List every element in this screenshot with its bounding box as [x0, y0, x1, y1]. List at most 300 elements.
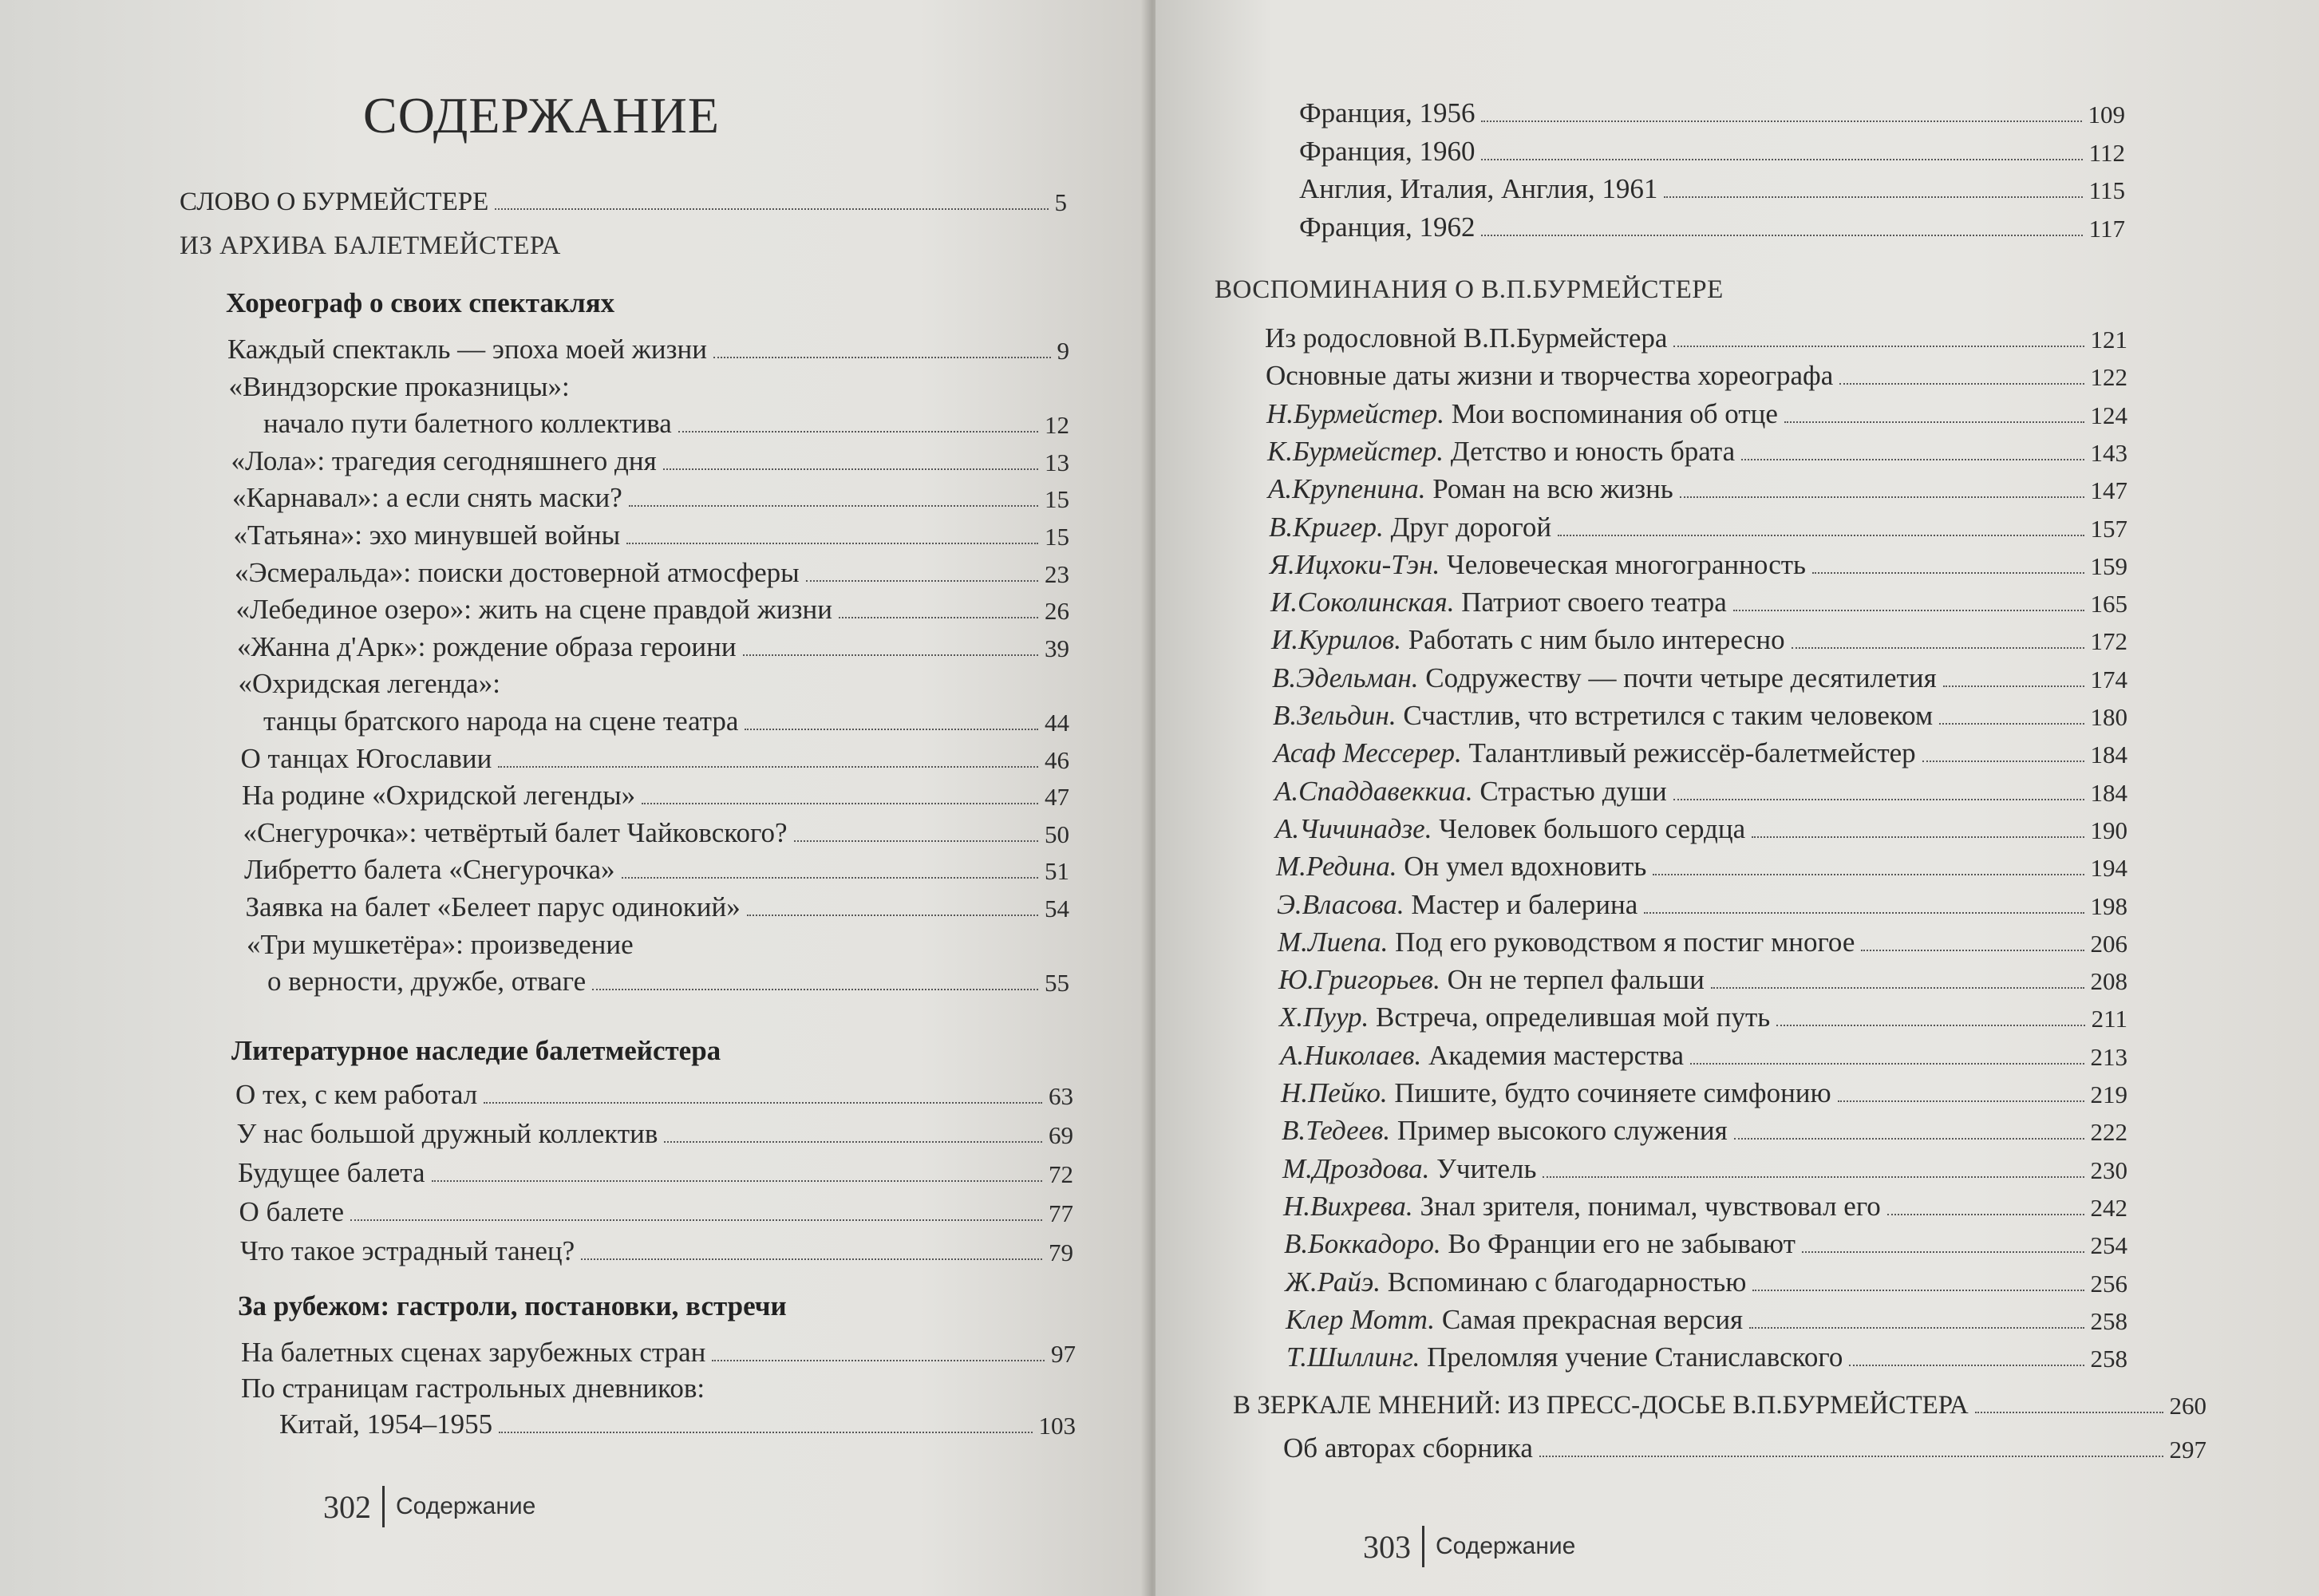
entry-title	[1267, 436, 1735, 468]
page-title: СОДЕРЖАНИЕ	[363, 87, 720, 144]
entry-title	[235, 557, 800, 589]
toc-entry	[241, 743, 1070, 775]
entry-author: М.Редина.	[1276, 851, 1397, 883]
entry-text: Академия мастерства	[1428, 1039, 1685, 1071]
toc-entry	[1284, 1228, 2127, 1260]
leader-dots	[1733, 610, 2084, 611]
toc-entry	[244, 854, 1069, 886]
entry-text: Страстью души	[1479, 775, 1667, 807]
entry-text: Будущее балета	[238, 1157, 425, 1188]
entry-author: А.Николаев.	[1280, 1039, 1422, 1071]
entry-author: А.Чичинадзе.	[1275, 812, 1432, 844]
entry-author: Т.Шиллинг.	[1286, 1341, 1420, 1373]
entry-text: Пишите, будто сочиняете симфонию	[1394, 1077, 1831, 1108]
leader-dots	[664, 1141, 1042, 1143]
leader-dots	[1653, 874, 2084, 875]
entry-title	[237, 631, 737, 663]
toc-entry	[1269, 512, 2127, 543]
subhead-choreographer: Хореограф о своих спектаклях	[226, 287, 615, 318]
page-number: 44	[1045, 709, 1069, 737]
leader-dots	[712, 1360, 1045, 1361]
toc-entry	[1286, 1341, 2127, 1373]
footer-divider	[382, 1486, 385, 1527]
page-number: 172	[2090, 627, 2127, 656]
page-number: 206	[2090, 929, 2127, 958]
leader-dots	[350, 1219, 1042, 1221]
page-number: 50	[1045, 820, 1069, 848]
entry-author: К.Бурмейстер.	[1267, 435, 1444, 467]
entry-title	[1286, 1304, 1743, 1336]
right-page	[1156, 0, 2319, 1596]
entry-title	[267, 966, 586, 998]
entry-title	[241, 1337, 705, 1369]
entry-text: На балетных сценах зарубежных стран	[241, 1337, 706, 1368]
leader-dots	[713, 357, 1051, 358]
page-number: 54	[1045, 895, 1069, 922]
page-number: 9	[1057, 337, 1069, 365]
toc-entry	[1276, 851, 2127, 883]
page-number: 55	[1045, 969, 1069, 998]
entry-text: «Татьяна»: эхо минувшей войны	[233, 519, 621, 551]
footer-page-number: 302	[323, 1488, 371, 1525]
toc-entry	[1267, 436, 2127, 468]
leader-dots	[1481, 159, 2082, 160]
leader-dots	[743, 654, 1038, 656]
page-number: 12	[1045, 411, 1069, 440]
leader-dots	[1673, 799, 2084, 800]
leader-dots	[1711, 987, 2084, 989]
entry-text: Из родословной В.П.Бурмейстера	[1265, 322, 1668, 354]
toc-entry	[1278, 964, 2127, 996]
leader-dots	[1749, 1327, 2084, 1329]
toc-entry-authors	[1283, 1432, 2206, 1464]
entry-title	[1299, 173, 1657, 205]
leader-dots	[622, 877, 1038, 879]
toc-entry	[235, 1079, 1073, 1111]
page-number: 23	[1045, 559, 1069, 588]
toc-entry	[241, 1337, 1076, 1369]
entry-title	[246, 891, 741, 923]
toc-entry	[237, 631, 1069, 663]
toc-section-word	[180, 185, 1067, 217]
page-number: 97	[1051, 1340, 1076, 1368]
entry-text: Счастлив, что встретился с таким человеком	[1403, 700, 1934, 731]
page-number: 190	[2090, 816, 2127, 844]
entry-title	[1265, 322, 1667, 354]
leader-dots	[1784, 421, 2084, 423]
page-number: 174	[2090, 665, 2127, 693]
page-number: 260	[2169, 1392, 2206, 1420]
toc-entry	[1274, 776, 2127, 808]
page-number: 222	[2090, 1118, 2127, 1147]
leader-dots	[629, 505, 1038, 507]
toc-entry-heading: По страницам гастрольных дневников:	[241, 1373, 705, 1404]
page-number: 157	[2090, 514, 2127, 543]
page-number: 115	[2088, 176, 2125, 204]
entry-title	[236, 594, 832, 626]
page-number: 77	[1049, 1199, 1073, 1227]
leader-dots	[1664, 196, 2082, 198]
page-number: 51	[1045, 857, 1069, 886]
entry-title	[1274, 737, 1916, 769]
entry-text: Работать с ним было интересно	[1408, 624, 1785, 656]
page-number: 72	[1049, 1160, 1073, 1188]
leader-dots	[1861, 950, 2084, 951]
page-number: 256	[2090, 1269, 2127, 1298]
leader-dots	[1812, 572, 2084, 574]
page-number: 15	[1045, 523, 1069, 551]
entry-title	[1272, 662, 1937, 694]
entry-title	[1299, 211, 1475, 243]
entry-author: Э.Власова.	[1277, 888, 1404, 920]
toc-section-memoirs: ВОСПОМИНАНИЯ О В.П.БУРМЕЙСТЕРЕ	[1215, 275, 1724, 304]
toc-entry	[246, 891, 1070, 923]
entry-author: М.Дроздова.	[1282, 1152, 1430, 1184]
entry-text: О тех, с кем работал	[235, 1079, 478, 1110]
page-number: 219	[2090, 1080, 2127, 1108]
page-number: 208	[2090, 967, 2127, 996]
entry-author: Клер Мотт.	[1286, 1303, 1436, 1335]
page-footer	[323, 1486, 535, 1527]
entry-text: Он умел вдохновить	[1404, 851, 1647, 883]
entry-title	[1281, 1077, 1831, 1109]
entry-text: «Снегурочка»: четвёртый балет Чайковского?	[243, 816, 788, 848]
page-number: 26	[1045, 597, 1069, 626]
toc-entry	[243, 817, 1070, 849]
entry-author: В.Боккадоро.	[1284, 1228, 1441, 1260]
leader-dots	[747, 915, 1038, 916]
leader-dots	[1539, 1456, 2163, 1457]
leader-dots	[839, 617, 1038, 618]
toc-entry	[1279, 1001, 2127, 1033]
entry-text: «Лебединое озеро»: жить на сцене правдой жизни	[235, 594, 832, 626]
leader-dots	[1752, 836, 2084, 838]
page-number: 180	[2090, 703, 2127, 731]
leader-dots	[1734, 1138, 2084, 1140]
entry-text: о верности, дружбе, отваге	[267, 966, 587, 998]
toc-entry	[231, 445, 1070, 477]
entry-title	[1276, 851, 1646, 883]
entry-title	[242, 780, 635, 812]
entry-author: Н.Бурмейстер.	[1266, 397, 1445, 429]
entry-title	[1299, 97, 1475, 129]
toc-entry	[1282, 1115, 2127, 1147]
entry-author: Ж.Райэ.	[1285, 1266, 1381, 1298]
entry-text: танцы братского народа на сцене театра	[263, 705, 739, 737]
toc-entry	[227, 334, 1069, 365]
entry-text: Каждый спектакль — эпоха моей жизни	[227, 334, 707, 365]
entry-title	[227, 334, 707, 365]
page-number: 46	[1045, 745, 1069, 774]
toc-entry	[1281, 1077, 2127, 1109]
page-number: 184	[2090, 778, 2127, 807]
toc-entry	[1299, 211, 2125, 243]
entry-title	[1286, 1341, 1843, 1373]
leader-dots	[484, 1102, 1042, 1104]
toc-entry	[1268, 473, 2127, 505]
entry-text: Франция, 1956	[1299, 97, 1476, 128]
leader-dots	[1792, 647, 2084, 649]
toc-entry	[1266, 360, 2127, 392]
entry-title	[1266, 360, 1833, 392]
toc-entry	[1280, 1040, 2127, 1072]
toc-entry	[239, 1196, 1074, 1228]
entry-title	[239, 1196, 345, 1228]
leader-dots	[678, 431, 1038, 433]
footer-label: Содержание	[1436, 1533, 1576, 1559]
page-number: 159	[2090, 551, 2127, 580]
page-number: 39	[1045, 634, 1069, 662]
toc-entry	[235, 557, 1069, 589]
toc-entry	[1299, 136, 2125, 168]
entry-text: «Карнавал»: а если снять маски?	[232, 482, 622, 514]
entry-title	[1270, 549, 1806, 581]
entry-text: Самая прекрасная версия	[1441, 1303, 1744, 1335]
page-number: 211	[2091, 1005, 2127, 1033]
entry-author: В.Зельдин.	[1273, 700, 1397, 731]
toc-entry	[1273, 700, 2127, 732]
section-label: В ЗЕРКАЛЕ МНЕНИЙ: ИЗ ПРЕСС-ДОСЬЕ В.П.БУРМЕЙСТЕРА	[1233, 1391, 1969, 1420]
toc-entry-heading: «Виндзорские проказницы»:	[228, 370, 570, 402]
leader-dots	[1776, 1025, 2084, 1026]
entry-text: Основные даты жизни и творчества хореографа	[1266, 360, 1834, 392]
left-page	[0, 0, 1149, 1596]
entry-title	[231, 445, 657, 477]
leader-dots	[1741, 459, 2084, 460]
toc-entry	[232, 482, 1069, 514]
toc-entry	[238, 1157, 1073, 1189]
leader-dots	[1690, 1063, 2084, 1065]
entry-title: Об авторах сборника	[1283, 1432, 1533, 1464]
footer-label: Содержание	[396, 1493, 536, 1519]
entry-title	[1274, 776, 1667, 808]
leader-dots	[806, 580, 1038, 582]
toc-entry	[242, 780, 1069, 812]
leader-dots	[581, 1258, 1042, 1260]
entry-text: Франция, 1960	[1299, 135, 1476, 167]
leader-dots	[642, 803, 1038, 804]
leader-dots	[499, 1432, 1032, 1433]
leader-dots	[1680, 496, 2084, 498]
page-number: 103	[1038, 1412, 1076, 1440]
entry-text: Франция, 1962	[1299, 211, 1476, 243]
toc-entry	[1299, 97, 2125, 129]
entry-author: И.Соколинская.	[1270, 587, 1455, 618]
entry-title	[237, 1118, 658, 1150]
entry-title	[1269, 512, 1551, 543]
leader-dots	[1839, 383, 2084, 385]
toc-entry	[1283, 1191, 2127, 1223]
entry-author: Н.Пейко.	[1281, 1077, 1388, 1108]
toc-section-press	[1233, 1389, 2206, 1420]
toc-entry	[1282, 1153, 2127, 1185]
page-number: 112	[2088, 138, 2125, 167]
entry-title	[1282, 1115, 1728, 1147]
leader-dots	[1849, 1365, 2084, 1366]
entry-title	[244, 854, 615, 886]
leader-dots	[1752, 1290, 2084, 1291]
entry-text: Под его руководством я постиг многое	[1395, 926, 1855, 958]
page-number: 117	[2088, 214, 2125, 243]
toc-entry-heading: «Охридская легенда»:	[238, 668, 500, 700]
toc-entry	[1274, 737, 2127, 769]
page-number: 121	[2090, 326, 2127, 354]
entry-title	[1266, 398, 1778, 430]
leader-dots	[1481, 120, 2081, 122]
entry-title	[240, 1235, 575, 1267]
entry-title	[1284, 1228, 1796, 1260]
toc-entry	[1285, 1266, 2127, 1298]
entry-author: Я.Ицхоки-Тэн.	[1270, 548, 1440, 580]
entry-author: И.Курилов.	[1271, 624, 1401, 656]
leader-dots	[794, 840, 1038, 842]
entry-text: Патриот своего театра	[1461, 587, 1727, 618]
entry-text: Знал зрителя, понимал, чувствовал его	[1420, 1190, 1881, 1222]
page-number: 63	[1049, 1082, 1073, 1110]
entry-text: Учитель	[1436, 1152, 1537, 1184]
entry-title	[263, 408, 672, 440]
subhead-abroad: За рубежом: гастроли, постановки, встречи	[238, 1290, 787, 1321]
entry-title	[1275, 813, 1745, 845]
leader-dots	[745, 729, 1038, 730]
toc-entry	[1271, 624, 2127, 656]
leader-dots	[1838, 1100, 2084, 1102]
page-number: 213	[2090, 1042, 2127, 1071]
entry-title	[1285, 1266, 1746, 1298]
entry-text: О танцах Югославии	[240, 742, 492, 774]
entry-text: Англия, Италия, Англия, 1961	[1299, 173, 1658, 204]
leader-dots	[1802, 1251, 2084, 1253]
toc-entry	[234, 519, 1070, 551]
entry-text: «Жанна д'Арк»: рождение образа героини	[237, 630, 737, 662]
entry-text: Китай, 1954–1955	[279, 1408, 493, 1440]
entry-text: На родине «Охридской легенды»	[242, 780, 636, 812]
leader-dots	[1939, 723, 2084, 725]
entry-text: Он не терпел фальши	[1447, 964, 1705, 996]
leader-dots	[1644, 912, 2084, 914]
entry-author: А.Спаддавеккиа.	[1274, 775, 1473, 807]
entry-title	[1270, 587, 1727, 618]
entry-author: Н.Вихрева.	[1283, 1190, 1413, 1222]
footer-page-number: 303	[1363, 1528, 1411, 1565]
footer-divider	[1422, 1526, 1424, 1567]
leader-dots	[1922, 760, 2084, 762]
entry-title	[263, 705, 738, 737]
entry-text: Пример высокого служения	[1397, 1115, 1728, 1147]
leader-dots	[1943, 685, 2084, 687]
page-number: 122	[2090, 363, 2127, 392]
page-number: 13	[1045, 448, 1069, 476]
toc-entry	[1275, 813, 2127, 845]
page-number: 254	[2090, 1231, 2127, 1260]
entry-text: Талантливый режиссёр-балетмейстер	[1468, 737, 1916, 769]
entry-text: Друг дорогой	[1390, 511, 1552, 543]
entry-text: О балете	[239, 1196, 345, 1227]
page-number: 165	[2090, 590, 2127, 618]
entry-title	[241, 743, 492, 775]
toc-entry	[263, 408, 1069, 440]
entry-author: М.Лиепа.	[1278, 926, 1389, 958]
entry-text: Человеческая многогранность	[1446, 548, 1806, 580]
entry-author: Асаф Мессерер.	[1274, 737, 1462, 769]
entry-text: Роман на всю жизнь	[1432, 473, 1673, 505]
toc-entry	[1270, 587, 2127, 618]
entry-text: начало пути балетного коллектива	[263, 408, 672, 440]
entry-title	[1268, 473, 1673, 505]
page-number: 15	[1045, 485, 1069, 514]
page-number: 79	[1049, 1238, 1073, 1266]
leader-dots	[663, 468, 1038, 470]
leader-dots	[498, 766, 1038, 768]
leader-dots	[1543, 1176, 2084, 1178]
toc-entry	[1277, 889, 2127, 921]
subhead-literary: Литературное наследие балетмейстера	[231, 1035, 721, 1066]
page-number: 194	[2090, 854, 2127, 883]
entry-title	[235, 1079, 477, 1111]
toc-entry	[1265, 322, 2127, 354]
entry-title	[1280, 1040, 1684, 1072]
entry-text: Что такое эстрадный танец?	[240, 1235, 575, 1266]
entry-author: В.Эдельман.	[1272, 662, 1419, 693]
entry-text: Либретто балета «Снегурочка»	[244, 854, 615, 886]
leader-dots	[495, 208, 1048, 210]
entry-text: Человек большого сердца	[1439, 812, 1746, 844]
entry-author: В.Кригер.	[1269, 511, 1384, 543]
entry-text: У нас большой дружный коллектив	[236, 1118, 658, 1149]
toc-entry-heading: «Три мушкетёра»: произведение	[247, 928, 634, 960]
entry-author: Х.Пуур.	[1279, 1001, 1369, 1033]
toc-entry	[267, 966, 1069, 998]
toc-entry	[1272, 662, 2127, 694]
leader-dots	[1481, 235, 2082, 236]
entry-author: А.Крупенина.	[1268, 473, 1426, 505]
toc-entry	[237, 1118, 1074, 1150]
toc-entry	[1299, 173, 2125, 205]
entry-title	[243, 817, 788, 849]
page-number: 5	[1054, 188, 1067, 216]
entry-text: «Эсмеральда»: поиски достоверной атмосферы	[235, 556, 800, 588]
leader-dots	[626, 543, 1038, 544]
page-number: 109	[2088, 101, 2125, 128]
page-number: 242	[2090, 1193, 2127, 1222]
entry-title	[1279, 1001, 1770, 1033]
toc-entry	[279, 1408, 1076, 1440]
page-number: 47	[1045, 783, 1069, 812]
toc-entry	[236, 594, 1070, 626]
toc-entry	[263, 705, 1069, 737]
page-number: 198	[2090, 891, 2127, 920]
entry-title	[279, 1408, 492, 1440]
entry-text: Заявка на балет «Белеет парус одинокий»	[245, 891, 741, 922]
entry-title	[238, 1157, 425, 1189]
entry-text: Мастер и балерина	[1411, 888, 1638, 920]
toc-entry	[1278, 926, 2127, 958]
entry-title	[1278, 926, 1855, 958]
leader-dots	[592, 989, 1038, 990]
entry-title	[1282, 1153, 1536, 1185]
entry-title	[1271, 624, 1785, 656]
page-number: 184	[2090, 741, 2127, 769]
page-number: 69	[1049, 1121, 1073, 1149]
page-number: 124	[2090, 401, 2127, 429]
entry-title	[1283, 1191, 1881, 1223]
entry-author: В.Тедеев.	[1282, 1115, 1391, 1147]
entry-title	[1277, 889, 1638, 921]
leader-dots	[1673, 346, 2084, 347]
entry-text: Во Франции его не забывают	[1448, 1228, 1796, 1260]
leader-dots	[432, 1180, 1042, 1182]
toc-section-archive: ИЗ АРХИВА БАЛЕТМЕЙСТЕРА	[180, 231, 561, 260]
